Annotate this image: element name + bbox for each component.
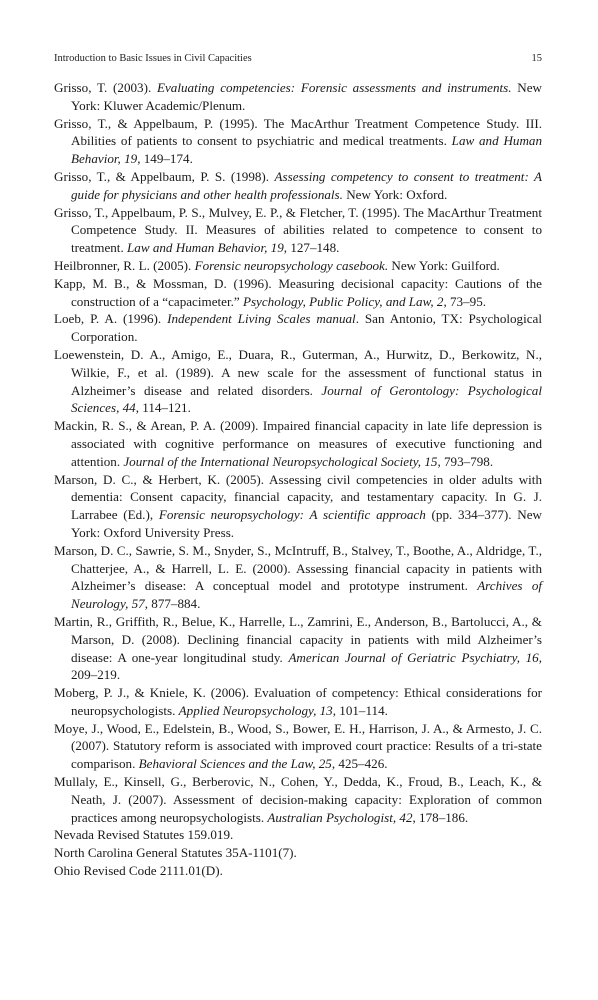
reference-list — [54, 79, 542, 880]
reference-entry: Martin, R., Griffith, R., Belue, K., Harrelle, L., Zamrini, E., Anderson, B., Bartolucci, A., & Marson, D. (2008). Declining financial capacity in patients with mild Alzheimer’s disease: A one-year longitudinal study. American Journal of Geriatric Psychiatry, 16, 209–219. — [54, 613, 543, 683]
running-header — [54, 53, 542, 64]
reference-entry: Marson, D. C., Sawrie, S. M., Snyder, S., McIntruff, B., Stalvey, T., Boothe, A., Aldridge, T., Chatterjee, A., & Harrell, L. E. (2000). Assessing financial capacity in patients with Alzheimer’s disease: A conceptual model and prototype instrument. Archives of Neurology, 57, 877–884. — [54, 542, 542, 612]
reference-entry: Ohio Revised Code 2111.01(D). — [54, 863, 223, 879]
reference-entry: Grisso, T., Appelbaum, P. S., Mulvey, E. P., & Fletcher, T. (1995). The MacArthur Treatment Competence Study. II. Measures of abilities related to competence to consent to treatment. Law and Human Behavior, 19, 127–148. — [54, 204, 542, 256]
reference-entry: Nevada Revised Statutes 159.019. — [54, 827, 234, 843]
reference-entry: Marson, D. C., & Herbert, K. (2005). Assessing civil competencies in older adults with dementia: Consent capacity, financial capacity, and testamentary capacity. In G. J. Larrabee (Ed.), Forensic neuropsychology: A scientific approach (pp. 334–377). New York: Oxford University Press. — [54, 471, 542, 540]
reference-entry: Moye, J., Wood, E., Edelstein, B., Wood, S., Bower, E. H., Harrison, J. A., & Armesto, J. C. (2007). Statutory reform is associated with improved court practice: Results of a tri-state comparison. Behavioral Sciences and the Law, 25, 425–426. — [54, 720, 542, 772]
reference-entry: Grisso, T., & Appelbaum, P. S. (1998). Assessing competency to consent to treatment: A guide for physicians and other health professionals. New York: Oxford. — [54, 168, 542, 202]
running-title: Introduction to Basic Issues in Civil Capacities — [54, 53, 252, 64]
reference-entry: Grisso, T., & Appelbaum, P. (1995). The MacArthur Treatment Competence Study. III. Abilities of patients to consent to psychiatric and medical treatments. Law and Human Behavior, 19, 149–174. — [54, 115, 543, 167]
reference-entry: Grisso, T. (2003). Evaluating competencies: Forensic assessments and instruments. New York: Kluwer Academic/Plenum. — [54, 80, 542, 113]
reference-entry: Kapp, M. B., & Mossman, D. (1996). Measuring decisional capacity: Cautions of the construction of a “capacimeter.” Psychology, Public Policy, and Law, 2, 73–95. — [54, 275, 542, 309]
page-number: 15 — [531, 53, 542, 64]
reference-entry: Heilbronner, R. L. (2005). Forensic neuropsychology casebook. New York: Guilford. — [54, 257, 500, 273]
reference-entry: Moberg, P. J., & Kniele, K. (2006). Evaluation of competency: Ethical considerations for neuropsychologists. Applied Neuropsychology, 13, 101–114. — [54, 685, 542, 718]
reference-entry: Loeb, P. A. (1996). Independent Living Scales manual. San Antonio, TX: Psychological Corporation. — [54, 311, 543, 345]
reference-entry: Mullaly, E., Kinsell, G., Berberovic, N., Cohen, Y., Dedda, K., Froud, B., Leach, K., & Neath, J. (2007). Assessment of decision-making capacity: Exploration of common practices among neuropsychologists. Australian Psychologist, 42, 178–186. — [54, 774, 542, 825]
reference-entry: Loewenstein, D. A., Amigo, E., Duara, R., Guterman, A., Hurwitz, D., Berkowitz, N., Wilkie, F., et al. (1989). A new scale for the assessment of functional status in Alzheimer’s disease and related disorders. Journal of Gerontology: Psychological Sciences, 44, 114–121. — [54, 346, 542, 416]
reference-entry: North Carolina General Statutes 35A-1101(7). — [54, 845, 297, 861]
reference-entry: Mackin, R. S., & Arean, P. A. (2009). Impaired financial capacity in late life depression is associated with cognitive performance on measures of executive functioning and attention. Journal of the International Neuropsychological Society, 15, 793–798. — [54, 418, 542, 469]
